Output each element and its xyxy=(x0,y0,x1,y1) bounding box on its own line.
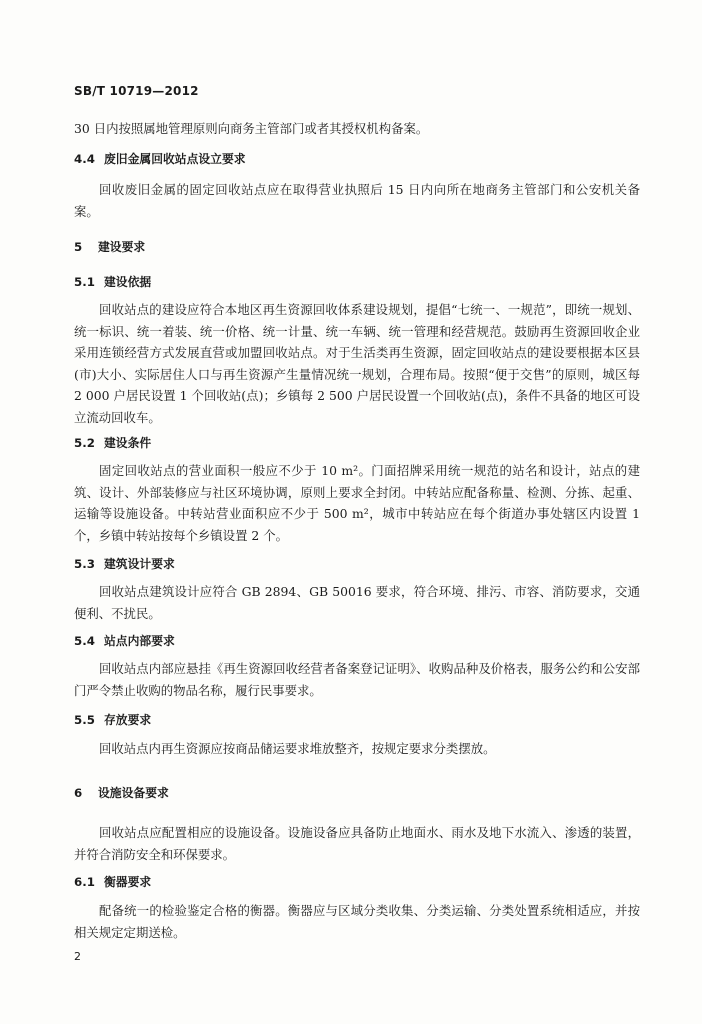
section-title: 建筑设计要求 xyxy=(104,557,175,571)
section-title: 废旧金属回收站点设立要求 xyxy=(104,152,246,166)
section-number: 6 xyxy=(74,786,83,800)
paragraph-5-5: 回收站点内再生资源应按商品储运要求堆放整齐，按规定要求分类摆放。 xyxy=(99,741,496,756)
paragraph-6-1: 配备统一的检验鉴定合格的衡器。衡器应与区域分类收集、分类运输、分类处置系统相适应，并按相关规定定期送检。 xyxy=(74,903,640,940)
standard-code-header: SB/T 10719—2012 xyxy=(74,84,199,98)
paragraph-5-3: 回收站点建筑设计应符合 GB 2894、GB 50016 要求，符合环境、排污、市容、消防要求，交通便利、不扰民。 xyxy=(74,584,640,621)
section-title: 站点内部要求 xyxy=(104,634,175,648)
paragraph-5-4: 回收站点内部应悬挂《再生资源回收经营者备案登记证明》、收购品种及价格表，服务公约和公安部门严令禁止收购的物品名称，履行民事要求。 xyxy=(74,661,640,698)
paragraph-5-2: 固定回收站点的营业面积一般应不少于 10 m²。门面招牌采用统一规范的站名和设计，站点的建筑、设计、外部装修应与社区环境协调，原则上要求全封闭。中转站应配备称量、检测、分拣、起重、运输等设施设备。中转站营业面积应不少于 500 m²，城市中转站应在每个街道办事处辖区内设置 1 个，乡镇中转站按每个乡镇设置 2 个。 xyxy=(74,463,640,543)
section-number: 5.3 xyxy=(74,557,95,571)
section-number: 4.4 xyxy=(74,152,95,166)
section-number: 5.4 xyxy=(74,634,95,648)
section-heading-6 xyxy=(74,784,169,801)
section-heading-5-2 xyxy=(74,434,151,451)
section-heading-5-1 xyxy=(74,273,151,290)
section-heading-5-5 xyxy=(74,711,151,728)
section-number: 5 xyxy=(74,240,83,254)
page-number: 2 xyxy=(74,950,81,963)
section-heading-5-4 xyxy=(74,632,175,649)
section-heading-5 xyxy=(74,238,145,255)
section-number: 6.1 xyxy=(74,875,95,889)
paragraph-4-4: 回收废旧金属的固定回收站点应在取得营业执照后 15 日内向所在地商务主管部门和公安机关备案。 xyxy=(74,182,640,219)
section-number: 5.2 xyxy=(74,436,95,450)
section-title: 建设条件 xyxy=(104,436,152,450)
section-title: 建设依据 xyxy=(104,275,152,289)
paragraph-5-1: 回收站点的建设应符合本地区再生资源回收体系建设规划，提倡“七统一、一规范”，即统一规划、统一标识、统一着装、统一价格、统一计量、统一车辆、统一管理和经营规范。鼓励再生资源回收企业采用连锁经营方式发展直营或加盟回收站点。对于生活类再生资源，固定回收站点的建设要根据本区县(市)大小、实际居住人口与再生资源产生量情况统一规划，合理布局。按照“便于交售”的原则，城区每 2 000 户居民设置 1 个回收站(点)；乡镇每 2 500 户居民设置一个回收站(点)，条件不具备的地区可设立流动回收车。 xyxy=(74,302,640,425)
section-heading-4-4 xyxy=(74,150,246,167)
section-number: 5.1 xyxy=(74,275,95,289)
section-title: 建设要求 xyxy=(98,240,146,254)
section-title: 存放要求 xyxy=(104,713,152,727)
section-title: 设施设备要求 xyxy=(98,786,169,800)
section-number: 5.5 xyxy=(74,713,95,727)
paragraph-6: 回收站点应配置相应的设施设备。设施设备应具备防止地面水、雨水及地下水流入、渗透的装置，并符合消防安全和环保要求。 xyxy=(74,825,640,862)
section-title: 衡器要求 xyxy=(104,875,152,889)
section-heading-6-1 xyxy=(74,873,151,890)
paragraph-continuation: 30 日内按照属地管理原则向商务主管部门或者其授权机构备案。 xyxy=(74,121,429,136)
section-heading-5-3 xyxy=(74,555,175,572)
